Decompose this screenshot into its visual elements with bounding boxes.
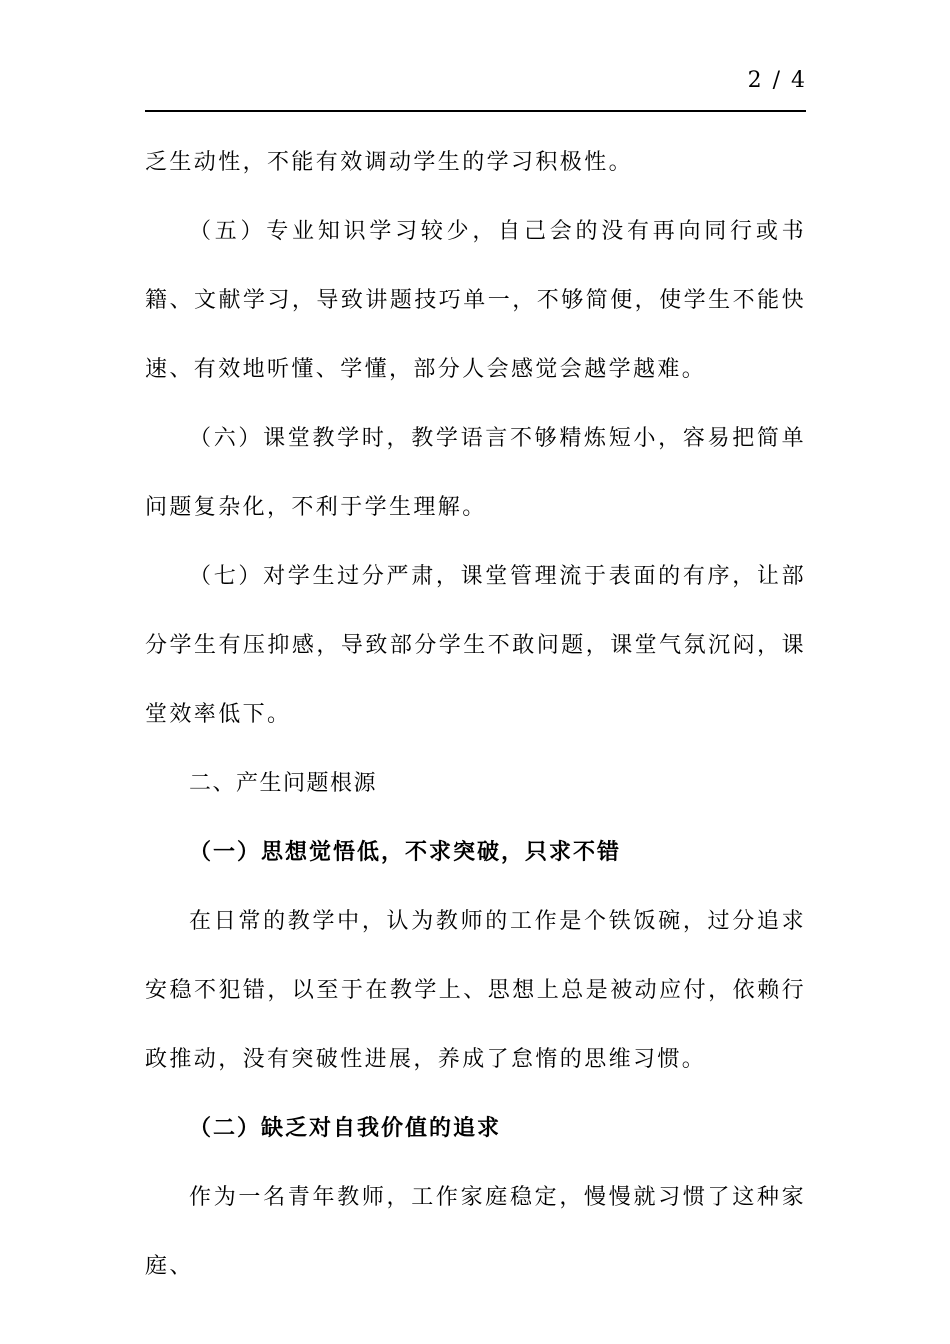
header-rule (145, 110, 806, 112)
section-heading: 二、产生问题根源 (189, 771, 378, 796)
document-body (145, 128, 806, 1301)
paragraph-root-cause-2: 作为一名青年教师，工作家庭稳定，慢慢就习惯了这种家庭、 (145, 1185, 806, 1279)
paragraph-item-7: （七）对学生过分严肃，课堂管理流于表面的有序，让部分学生有压抑感，导致部分学生不敢问题，课堂气氛沉闷，课堂效率低下。 (145, 564, 806, 727)
subsection-heading-1: （一）思想觉悟低，不求突破，只求不错 (189, 839, 622, 865)
paragraph-item-6: （六）课堂教学时，教学语言不够精炼短小，容易把简单问题复杂化，不利于学生理解。 (145, 426, 806, 520)
paragraph-continuation: 乏生动性，不能有效调动学生的学习积极性。 (145, 150, 634, 175)
page-number: 2 / 4 (747, 68, 807, 93)
paragraph-root-cause-1: 在日常的教学中，认为教师的工作是个铁饭碗，过分追求安稳不犯错，以至于在教学上、思想上总是被动应付，依赖行政推动，没有突破性进展，养成了怠惰的思维习惯。 (145, 909, 806, 1072)
subsection-heading-2: （二）缺乏对自我价值的追求 (189, 1115, 502, 1141)
paragraph-item-5: （五）专业知识学习较少，自己会的没有再向同行或书籍、文献学习，导致讲题技巧单一，不够简便，使学生不能快速、有效地听懂、学懂，部分人会感觉会越学越难。 (145, 219, 806, 382)
